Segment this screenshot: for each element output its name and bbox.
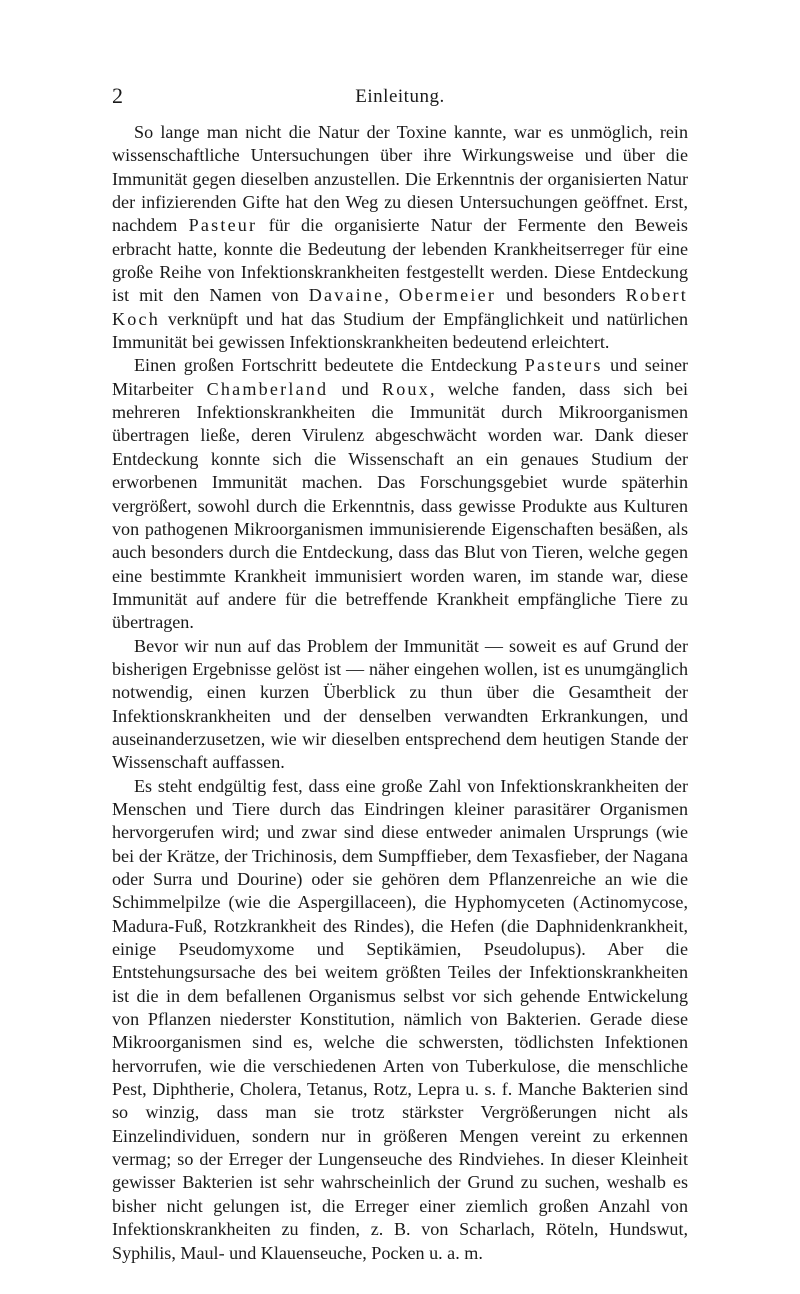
person-name: Obermeier bbox=[398, 285, 497, 306]
text-run: und bbox=[328, 378, 382, 399]
body-text bbox=[112, 121, 688, 1265]
text-run: , bbox=[384, 285, 399, 306]
person-name: Chamberland bbox=[206, 378, 329, 399]
text-run: für die organisierte Natur der Fermente den Beweis erbracht hatte, konnte die Bedeutung der lebenden Krankheitserreger für eine große Reihe von Infektionskrankheiten festgestellt werden. Diese Entdeckung ist mit den Namen von bbox=[112, 215, 688, 306]
text-run: und besonders bbox=[496, 285, 626, 306]
paragraph bbox=[112, 635, 688, 775]
paragraph bbox=[112, 354, 688, 634]
person-name: Robert Koch bbox=[112, 285, 689, 329]
page-number: 2 bbox=[112, 83, 123, 108]
person-name: Davaine bbox=[308, 285, 385, 306]
paragraph bbox=[112, 775, 688, 1265]
text-run: Es steht endgültig fest, dass eine große Zahl von Infektionskrankheiten der Menschen und Tiere durch das Eindringen kleiner parasitärer Organismen hervorgerufen wird; und zwar sind diese entweder animalen Ursprungs (wie bei der Krätze, der Trichinosis, dem Sumpffieber, dem Texasfieber, der Nagana oder Surra und Dourine) oder sie gehören dem Pflanzenreiche an wie die Schimmelpilze (wie die Aspergillaceen), die Hyphomyceten (Actinomycose, Madura-Fuß, Rotzkrankheit des Rindes), die Hefen (die Daphnidenkrankheit, einige Pseudomyxome und Septikämien, Pseudolupus). Aber die Entstehungsursache des bei weitem größten Teiles der Infektionskrankheiten ist die in dem befallenen Organismus selbst vor sich gehende Entwickelung von Pflanzen niederster Konstitution, nämlich von Bakterien. Gerade diese Mikroorganismen sind es, welche die schwersten, tödlichsten Infektionen hervorrufen, wie die verschiedenen Arten von Tuberkulose, die menschliche Pest, Diphtherie, Cholera, Tetanus, Rotz, Lepra u. s. f. Manche Bakterien sind so winzig, dass man sie trotz stärkster Vergrößerungen nicht als Einzelindividuen, sondern nur in größeren Mengen vereint zu erkennen vermag; so der Erreger der Lungenseuche des Rindviehes. In dieser Kleinheit gewisser Bakterien ist sehr wahrscheinlich der Grund zu suchen, weshalb es bisher nicht gelungen ist, die Erreger einer ziemlich großen Anzahl von Infektionskrankheiten zu finden, z. B. von Scharlach, Röteln, Hundswut, Syphilis, Maul- und Klauenseuche, Pocken u. a. m. bbox=[112, 775, 688, 1263]
running-head bbox=[112, 84, 688, 110]
text-run: verknüpft und hat das Studium der Empfänglichkeit und natürlichen Immunität bei gewissen Infektionskrankheiten bedeutend erleichtert. bbox=[112, 308, 688, 353]
person-name: Roux bbox=[381, 378, 430, 399]
running-title: Einleitung. bbox=[355, 86, 445, 107]
text-run: und seiner Mitarbeiter bbox=[112, 355, 688, 399]
person-name: Pasteur bbox=[188, 215, 258, 236]
text-run: , welche fanden, dass sich bei mehreren Infektionskrankheiten die Immunität durch Mikroorganismen übertragen ließe, deren Virulenz abgeschwächt worden war. Dank dieser Entdeckung konnte sich die Wissenschaft an ein genaues Studium der erworbenen Immunität machen. Das Forschungsgebiet wurde späterhin vergrößert, sowohl durch die Erkenntnis, dass gewisse Produkte aus Kulturen von pathogenen Mikroorganismen immunisierende Eigenschaften besäßen, als auch besonders durch die Entdeckung, dass das Blut von Tieren, welche gegen eine bestimmte Krankheit immunisiert worden waren, im stande war, diese Immunität auf andere für die betreffende Krankheit empfängliche Tiere zu übertragen. bbox=[112, 378, 688, 633]
paragraph bbox=[112, 121, 688, 354]
text-run: Einen großen Fortschritt bedeutete die Entdeckung bbox=[134, 355, 525, 376]
text-run: Bevor wir nun auf das Problem der Immunität — soweit es auf Grund der bisherigen Ergebnisse gelöst ist — näher eingehen wollen, ist es unumgänglich notwendig, einen kurzen Überblick zu thun über die Gesamtheit der Infektionskrankheiten und der denselben verwandten Erkrankungen, und auseinanderzusetzen, wie wir dieselben entsprechend dem heutigen Stande der Wissenschaft auffassen. bbox=[112, 635, 688, 773]
person-name: Pasteurs bbox=[524, 355, 603, 376]
text-run: So lange man nicht die Natur der Toxine kannte, war es unmöglich, rein wissenschaftliche Untersuchungen über ihre Wirkungsweise und über die Immunität gegen dieselben anzustellen. Die Erkenntnis der organisierten Natur der infizierenden Gifte hat den Weg zu diesen Untersuchungen geöffnet. Erst, nachdem bbox=[112, 122, 688, 236]
